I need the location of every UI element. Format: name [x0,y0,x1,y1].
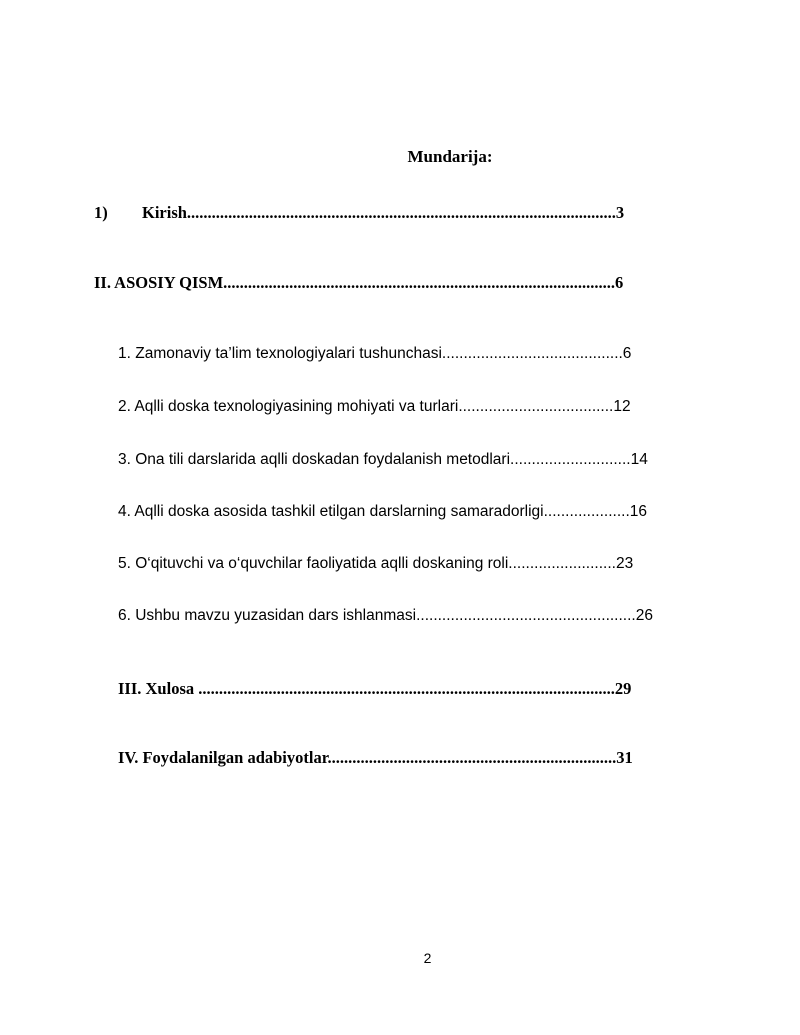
toc-entry-xulosa [118,678,631,700]
toc-entry-text: 2. Aqlli doska texnologiyasining mohiyati va turlari....................................12 [118,398,631,415]
toc-entry-text: IV. Foydalanilgan adabiyotlar......................................................................31 [118,748,633,767]
toc-entry-text: 1. Zamonaviy ta’lim texnologiyalari tushunchasi..........................................6 [118,345,632,362]
toc-entry-text: 6. Ushbu mavzu yuzasidan dars ishlanmasi...................................................26 [118,607,653,624]
toc-entry-number: 1) [94,203,108,222]
toc-entry-5 [118,553,633,575]
toc-entry-asosiy-qism [94,272,623,294]
toc-entry-2 [118,396,631,418]
toc-entry-adabiyotlar [118,747,633,769]
toc-entry-6 [118,605,653,627]
toc-title: Mundarija: [407,147,493,166]
toc-entry-text: II. ASOSIY QISM...............................................................................................6 [94,273,624,292]
toc-entry-text: Kirish........................................................................................................3 [142,203,625,222]
toc-entry-text: 5. O‘qituvchi va o‘quvchilar faoliyatida aqlli doskaning roli.........................23 [118,555,634,572]
page-number: 2 [423,950,432,966]
toc-entry-text: III. Xulosa .....................................................................................................29 [118,679,632,698]
toc-entry-kirish [94,202,624,224]
toc-entry-4 [118,501,647,523]
toc-entry-text: 3. Ona tili darslarida aqlli doskadan foydalanish metodlari............................14 [118,451,648,468]
toc-entry-1 [118,343,631,365]
toc-entry-3 [118,449,648,471]
toc-entry-text: 4. Aqlli doska asosida tashkil etilgan darslarning samaradorligi....................16 [118,503,647,520]
